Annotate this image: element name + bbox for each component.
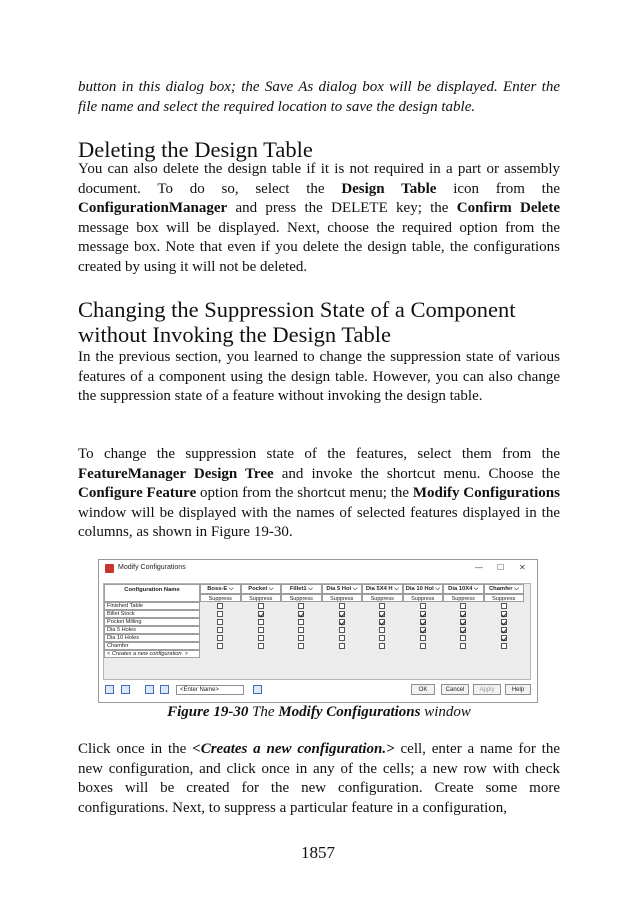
suppress-checkbox[interactable] bbox=[460, 619, 466, 625]
heading-changing-suppression bbox=[78, 297, 515, 347]
heading-line-1: Changing the Suppression State of a Component bbox=[78, 297, 516, 322]
paragraph-suppression-1: In the previous section, you learned to change the suppression state of various features of a component using the design table. However, you can also change the suppression state of a feature without invoking the design table. bbox=[78, 349, 560, 404]
text-run: To change the suppression state of the features, select them from the bbox=[78, 446, 560, 462]
cancel-button[interactable]: Cancel bbox=[441, 684, 469, 695]
suppress-checkbox[interactable] bbox=[379, 603, 385, 609]
apply-button[interactable]: Apply bbox=[473, 684, 501, 695]
config-row-name[interactable]: Dia 5 Holes bbox=[104, 626, 200, 634]
paragraph-suppression-2 bbox=[78, 445, 560, 543]
suppress-checkbox[interactable] bbox=[217, 603, 223, 609]
text-run: option from the shortcut menu; the bbox=[196, 485, 413, 501]
heading-line-2: without Invoking the Design Table bbox=[78, 322, 391, 347]
bold-design-table: Design Table bbox=[341, 180, 437, 197]
configuration-icon[interactable] bbox=[121, 685, 130, 694]
column-header-4[interactable]: Dia 5 Hol ⌵ bbox=[322, 584, 363, 594]
suppress-checkbox[interactable] bbox=[339, 643, 345, 649]
suppress-subheader: Suppress bbox=[443, 594, 484, 602]
suppress-subheader: Suppress bbox=[362, 594, 403, 602]
text-run: Click once in the bbox=[78, 741, 193, 757]
suppress-checkbox[interactable] bbox=[258, 611, 264, 617]
text-run: message box will be displayed. Next, choose the required option from the message box. Note that even if you delete the design table, the configurations created by using it will not be deleted. bbox=[78, 219, 560, 275]
suppress-checkbox[interactable] bbox=[339, 635, 345, 641]
suppress-checkbox[interactable] bbox=[379, 643, 385, 649]
suppress-checkbox[interactable] bbox=[379, 627, 385, 633]
suppress-checkbox[interactable] bbox=[460, 627, 466, 633]
column-header-3[interactable]: Fillet1 ⌵ bbox=[281, 584, 322, 594]
bold-configuration-manager: ConfigurationManager bbox=[78, 200, 228, 216]
suppress-subheader: Suppress bbox=[403, 594, 444, 602]
suppress-subheader: Suppress bbox=[322, 594, 363, 602]
text-run: and press the DELETE key; the bbox=[227, 200, 457, 216]
app-icon bbox=[105, 564, 114, 573]
suppress-checkbox[interactable] bbox=[501, 611, 507, 617]
text-run: cell, enter a name for the new configuration, and click once in any of the cells; a new row with check boxes will be created for the new configuration. Create some more configurations. Next, to suppress a particular feature in a configuration, bbox=[78, 741, 560, 816]
suppress-checkbox[interactable] bbox=[217, 627, 223, 633]
intro-paragraph bbox=[78, 78, 560, 117]
suppress-checkbox[interactable] bbox=[460, 635, 466, 641]
column-header-1[interactable]: Boss-E ⌵ bbox=[200, 584, 241, 594]
table-settings-icon[interactable] bbox=[105, 685, 114, 694]
caption-bold: Modify Configurations bbox=[278, 704, 421, 720]
suppress-checkbox[interactable] bbox=[501, 603, 507, 609]
suppress-checkbox[interactable] bbox=[339, 611, 345, 617]
suppress-checkbox[interactable] bbox=[258, 619, 264, 625]
suppress-checkbox[interactable] bbox=[420, 627, 426, 633]
suppress-checkbox[interactable] bbox=[298, 611, 304, 617]
suppress-checkbox[interactable] bbox=[420, 603, 426, 609]
config-row-name[interactable]: Billet Stock bbox=[104, 610, 200, 618]
window-titlebar bbox=[99, 560, 537, 578]
suppress-checkbox[interactable] bbox=[217, 619, 223, 625]
ok-button[interactable]: OK bbox=[411, 684, 435, 695]
caption-text: The bbox=[248, 704, 279, 720]
bold-confirm-delete: Confirm Delete bbox=[456, 200, 560, 216]
text-run: window will be displayed with the names of selected features displayed in the columns, as shown in Figure 19-30. bbox=[78, 504, 560, 540]
column-header-5[interactable]: Dia 5X4 H ⌵ bbox=[362, 584, 403, 594]
suppress-subheader: Suppress bbox=[200, 594, 241, 602]
suppress-checkbox[interactable] bbox=[501, 635, 507, 641]
suppress-checkbox[interactable] bbox=[339, 619, 345, 625]
configuration-grid bbox=[103, 583, 531, 680]
suppress-checkbox[interactable] bbox=[379, 635, 385, 641]
suppress-checkbox[interactable] bbox=[420, 643, 426, 649]
save-table-icon[interactable] bbox=[145, 685, 154, 694]
paragraph-click bbox=[78, 740, 560, 818]
suppress-checkbox[interactable] bbox=[420, 619, 426, 625]
suppress-checkbox[interactable] bbox=[217, 611, 223, 617]
suppress-subheader: Suppress bbox=[281, 594, 322, 602]
column-header-6[interactable]: Dia 10 Hol ⌵ bbox=[403, 584, 444, 594]
suppress-checkbox[interactable] bbox=[258, 643, 264, 649]
suppress-checkbox[interactable] bbox=[217, 635, 223, 641]
suppress-checkbox[interactable] bbox=[460, 611, 466, 617]
suppress-checkbox[interactable] bbox=[217, 643, 223, 649]
suppress-checkbox[interactable] bbox=[339, 603, 345, 609]
dialog-bottom-bar bbox=[99, 681, 537, 701]
config-row-name[interactable]: Finished Table bbox=[104, 602, 200, 610]
caption-text: window bbox=[420, 704, 471, 720]
suppress-checkbox[interactable] bbox=[379, 611, 385, 617]
suppress-checkbox[interactable] bbox=[420, 611, 426, 617]
suppress-checkbox[interactable] bbox=[298, 643, 304, 649]
bold-italic-create-config: <Creates a new configuration.> bbox=[192, 741, 395, 757]
suppress-checkbox[interactable] bbox=[258, 603, 264, 609]
suppress-checkbox[interactable] bbox=[501, 619, 507, 625]
modify-configurations-window bbox=[98, 559, 538, 703]
suppress-checkbox[interactable] bbox=[258, 627, 264, 633]
suppress-checkbox[interactable] bbox=[420, 635, 426, 641]
page-number: 1857 bbox=[301, 843, 335, 862]
paragraph-deleting bbox=[78, 160, 560, 277]
configuration-name-header: Configuration Name bbox=[104, 584, 200, 602]
help-button[interactable]: Help bbox=[505, 684, 531, 695]
suppress-checkbox[interactable] bbox=[258, 635, 264, 641]
suppress-checkbox[interactable] bbox=[379, 619, 385, 625]
suppress-checkbox[interactable] bbox=[298, 635, 304, 641]
column-header-7[interactable]: Dia 10X4 ⌵ bbox=[443, 584, 484, 594]
text-run: You can also delete the design table if it is not required in a part or assembly document. To do so, select the bbox=[78, 161, 560, 197]
text-run: and invoke the shortcut menu. Choose the bbox=[273, 465, 560, 482]
bold-configure-feature: Configure Feature bbox=[78, 485, 197, 501]
bold-featuremanager-design-tree: FeatureManager Design Tree bbox=[78, 465, 274, 482]
heading-deleting-design-table: Deleting the Design Table bbox=[78, 137, 313, 162]
suppress-subheader: Suppress bbox=[241, 594, 282, 602]
config-row-name[interactable]: Chamfer bbox=[104, 642, 200, 650]
suppress-checkbox[interactable] bbox=[298, 619, 304, 625]
minimize-icon[interactable]: — bbox=[475, 563, 483, 572]
suppress-checkbox[interactable] bbox=[501, 643, 507, 649]
enter-name-select[interactable]: <Enter Name> bbox=[176, 685, 244, 695]
suppress-subheader: Suppress bbox=[484, 594, 525, 602]
text-run: icon from the bbox=[436, 180, 560, 197]
suppress-checkbox[interactable] bbox=[298, 627, 304, 633]
suppress-checkbox[interactable] bbox=[501, 627, 507, 633]
grid-view-icon[interactable] bbox=[253, 685, 262, 694]
suppress-checkbox[interactable] bbox=[460, 643, 466, 649]
figure-caption bbox=[78, 704, 560, 721]
suppress-checkbox[interactable] bbox=[339, 627, 345, 633]
new-configuration-cell[interactable]: < Creates a new configuration. > bbox=[104, 650, 200, 658]
suppress-checkbox[interactable] bbox=[298, 603, 304, 609]
copy-table-icon[interactable] bbox=[160, 685, 169, 694]
intro-text: button in this dialog box; the Save As dialog box will be displayed. Enter the file name and select the required location to save the design table. bbox=[78, 79, 560, 115]
suppress-checkbox[interactable] bbox=[460, 603, 466, 609]
window-title: Modify Configurations bbox=[118, 564, 186, 571]
config-row-name[interactable]: Dia 10 Holes bbox=[104, 634, 200, 642]
caption-figure-number: Figure 19-30 bbox=[167, 704, 249, 720]
column-header-2[interactable]: Pocket ⌵ bbox=[241, 584, 282, 594]
maximize-icon[interactable]: ☐ bbox=[497, 563, 505, 572]
bold-modify-configurations: Modify Configurations bbox=[412, 485, 560, 501]
close-icon[interactable]: ✕ bbox=[519, 563, 526, 572]
column-header-8[interactable]: Chamfer ⌵ bbox=[484, 584, 525, 594]
config-row-name[interactable]: Pocket Milling bbox=[104, 618, 200, 626]
